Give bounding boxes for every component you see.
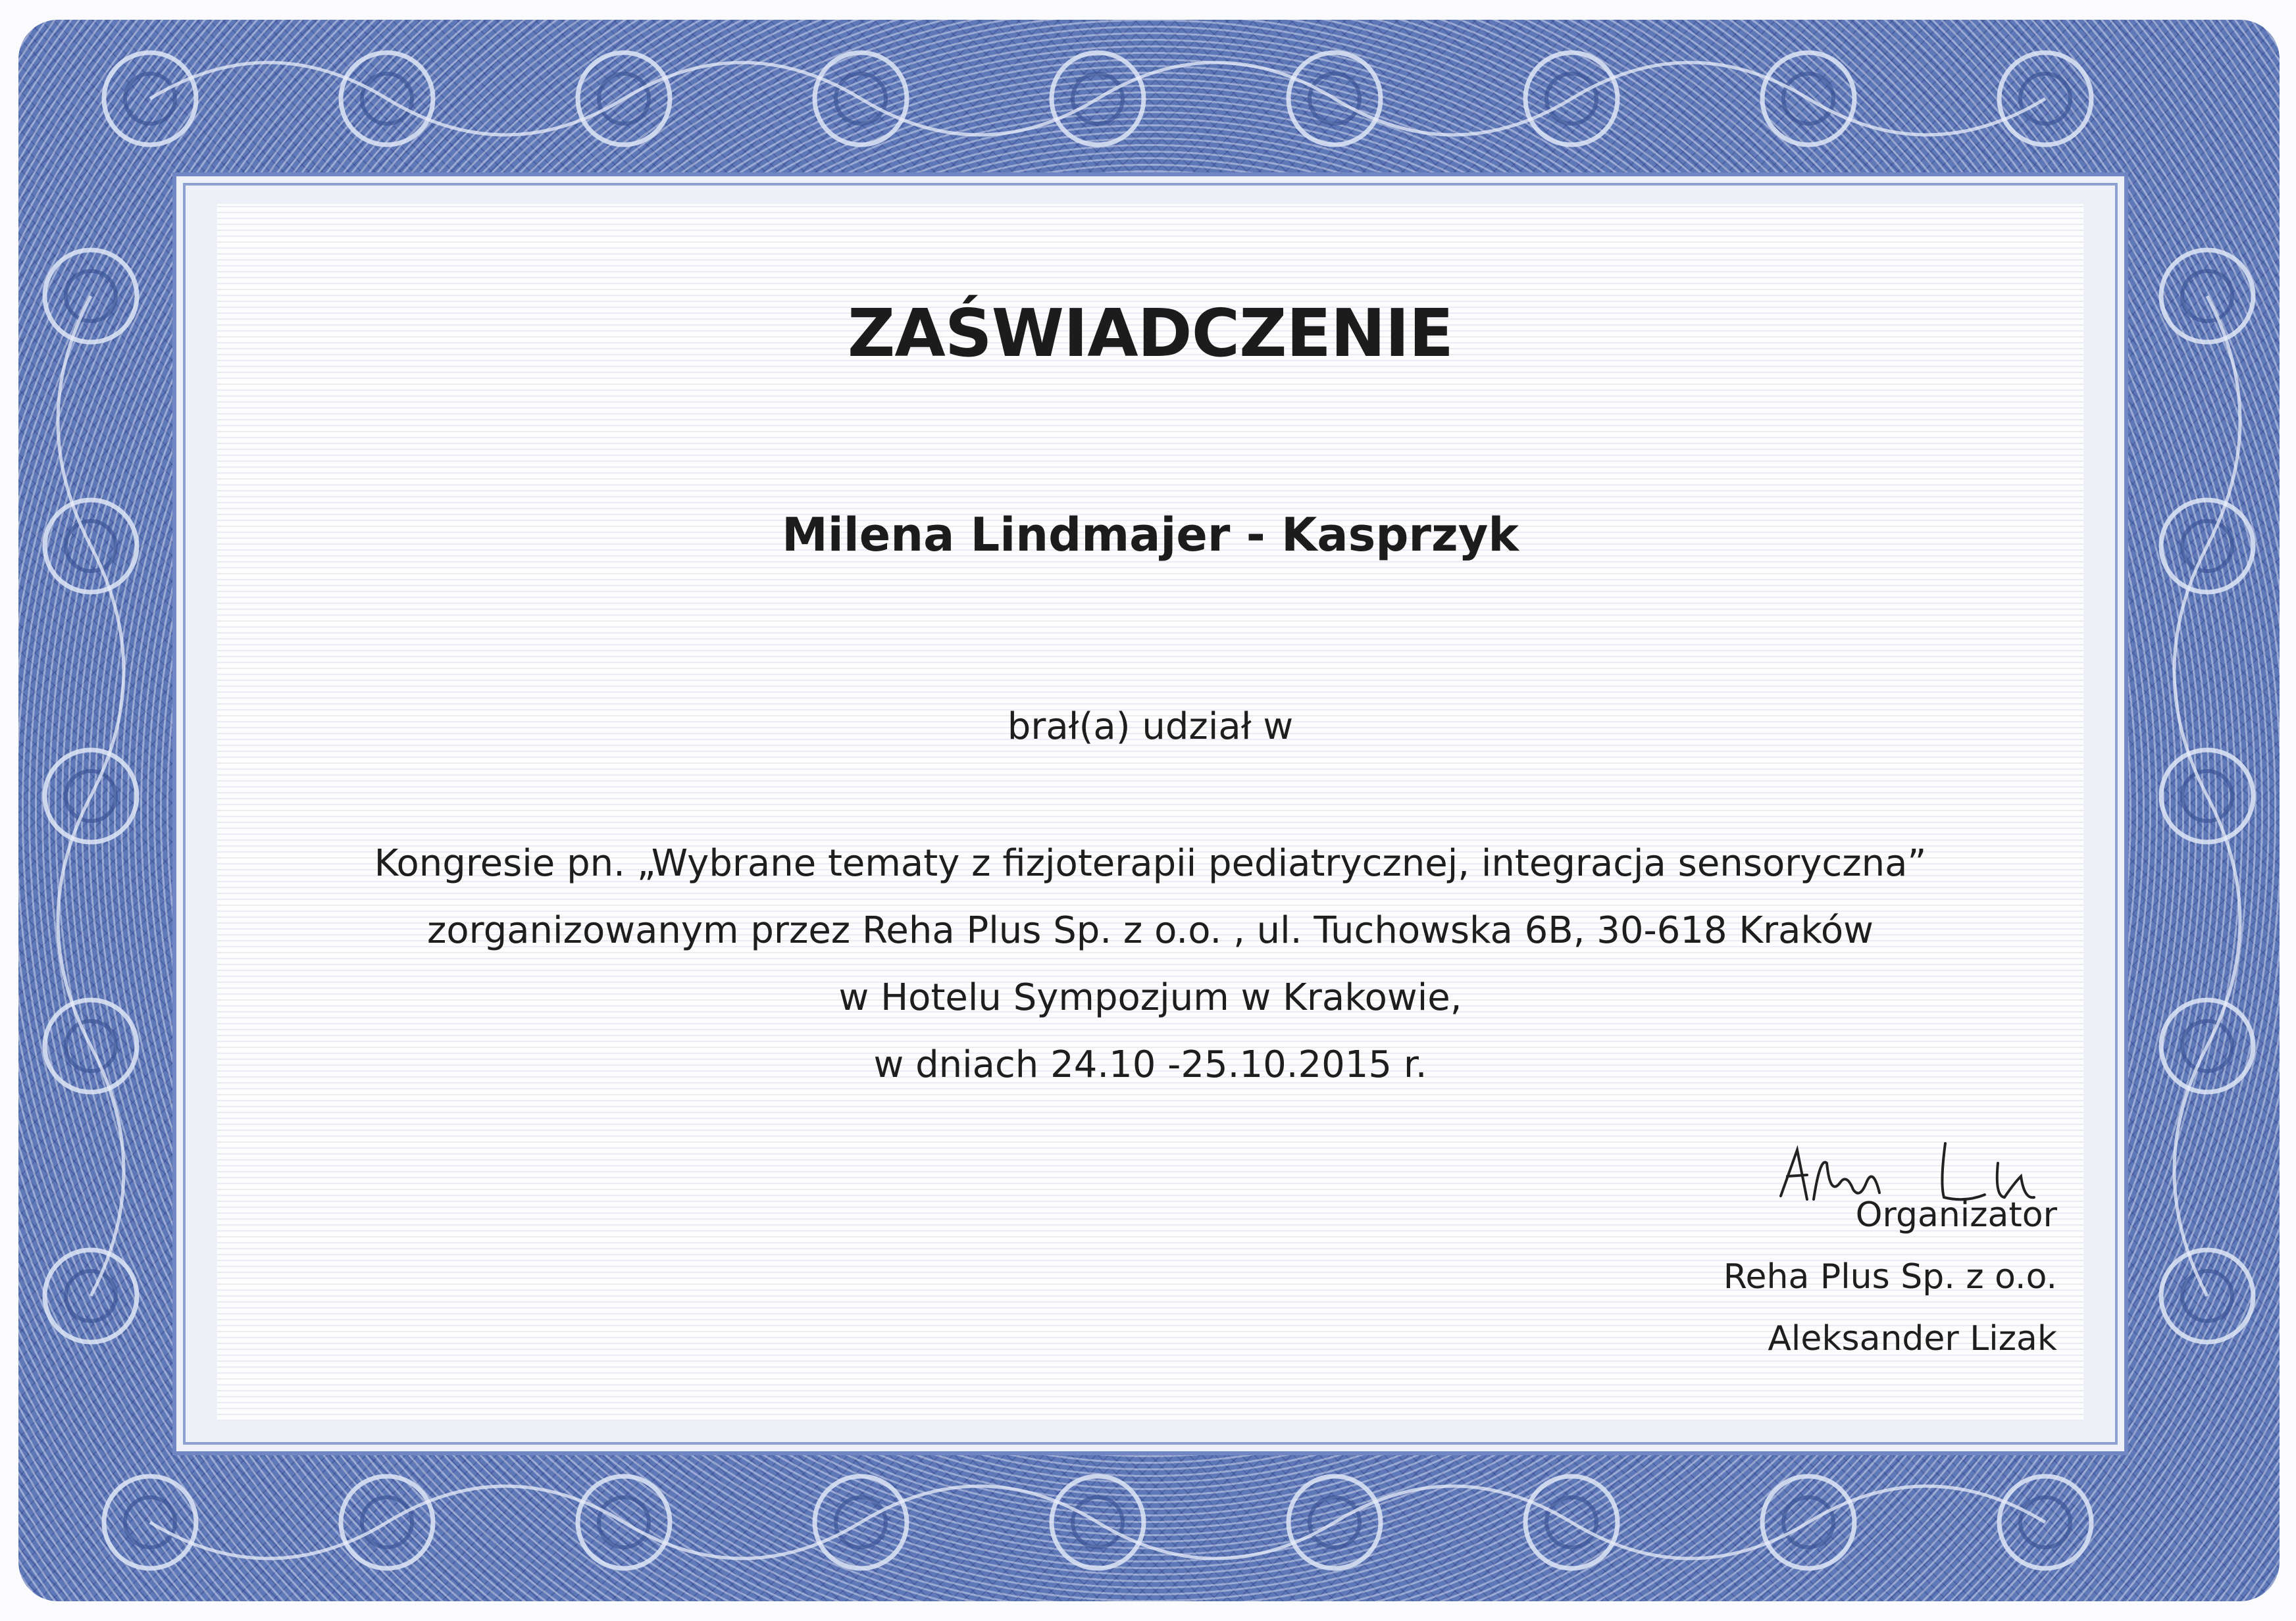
event-details bbox=[217, 830, 2083, 1099]
participation-intro: brał(a) udział w bbox=[1007, 705, 1294, 748]
organizer-person: Aleksander Lizak bbox=[1768, 1319, 2057, 1359]
recipient-name: Milena Lindmajer - Kasprzyk bbox=[782, 508, 1519, 562]
signature-block bbox=[1531, 1184, 2057, 1370]
venue-line: w Hotelu Sympozjum w Krakowie, bbox=[838, 976, 1462, 1019]
certificate-content bbox=[217, 204, 2083, 1421]
organizer-company: Reha Plus Sp. z o.o. bbox=[1723, 1257, 2057, 1297]
handwritten-signature bbox=[1768, 1137, 2044, 1209]
organizer-role: Organizator bbox=[1855, 1195, 2057, 1235]
dates-line: w dniach 24.10 -25.10.2015 r. bbox=[873, 1043, 1427, 1086]
organizer-address-line: zorganizowanym przez Reha Plus Sp. z o.o. , ul. Tuchowska 6B, 30-618 Kraków bbox=[427, 909, 1874, 952]
certificate-title: ZAŚWIADCZENIE bbox=[847, 295, 1454, 372]
event-name-line: Kongresie pn. „Wybrane tematy z fizjoterapii pediatrycznej, integracja sensoryczna” bbox=[374, 842, 1927, 885]
